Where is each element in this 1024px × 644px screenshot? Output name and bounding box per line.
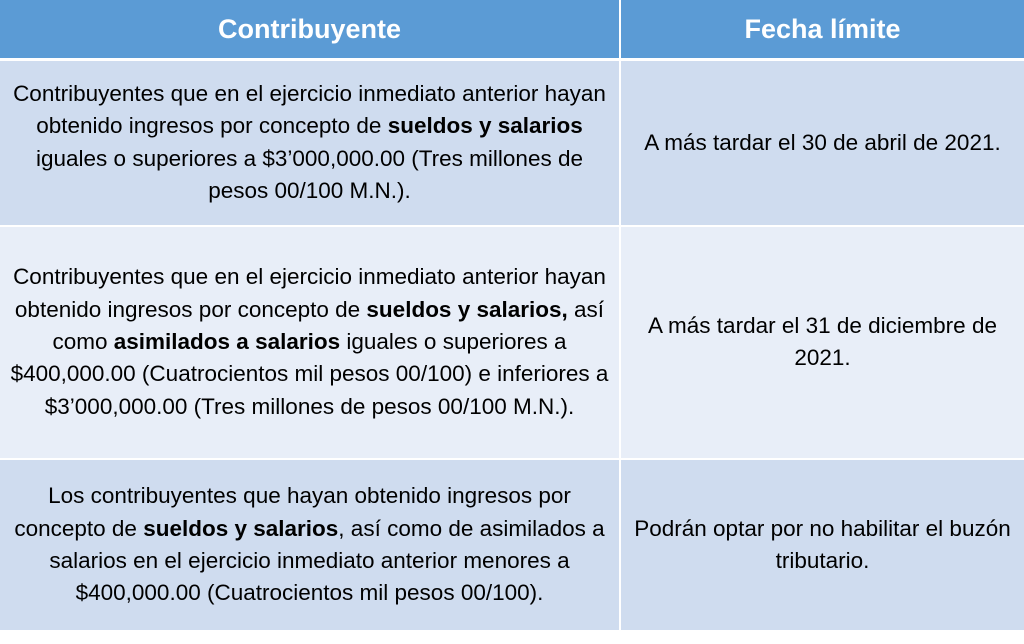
emphasis-text: sueldos y salarios (143, 515, 339, 541)
contribuyente-cell (0, 459, 620, 631)
body-text: Contribuyentes que en el ejercicio inmediato anterior hayan obtenido ingresos por concepto de (13, 81, 606, 139)
contribuyente-cell (0, 60, 620, 226)
contribuyente-cell (0, 226, 620, 459)
body-text: Los contribuyentes que hayan obtenido ingresos por concepto de (14, 483, 571, 541)
emphasis-text: sueldos y salarios (387, 113, 583, 139)
emphasis-text: sueldos y salarios, (366, 296, 568, 322)
table-row (0, 60, 1024, 226)
header-contribuyente: Contribuyente (0, 0, 620, 60)
fecha-cell: A más tardar el 30 de abril de 2021. (620, 60, 1024, 226)
body-text: , así como de asimilados a salarios en el ejercicio inmediato anterior menores a $400,000.00 (Cuatrocientos mil pesos 00/100). (49, 515, 605, 606)
header-row (0, 0, 1024, 60)
header-fecha-limite: Fecha límite (620, 0, 1024, 60)
fecha-cell: Podrán optar por no habilitar el buzón tributario. (620, 459, 1024, 631)
body-text: así como (52, 296, 605, 355)
table-row (0, 459, 1024, 631)
body-text: iguales o superiores a $400,000.00 (Cuatrocientos mil pesos 00/100) e inferiores a $3’000,000.00 (Tres millones de pesos 00/100 M.N.). (10, 329, 609, 419)
emphasis-text: asimilados a salarios (113, 329, 341, 355)
body-text: iguales o superiores a $3’000,000.00 (Tres millones de pesos 00/100 M.N.). (36, 145, 583, 204)
fecha-cell: A más tardar el 31 de diciembre de 2021. (620, 226, 1024, 459)
body-text: Contribuyentes que en el ejercicio inmediato anterior hayan obtenido ingresos por concepto de (13, 264, 606, 322)
table-row (0, 226, 1024, 459)
